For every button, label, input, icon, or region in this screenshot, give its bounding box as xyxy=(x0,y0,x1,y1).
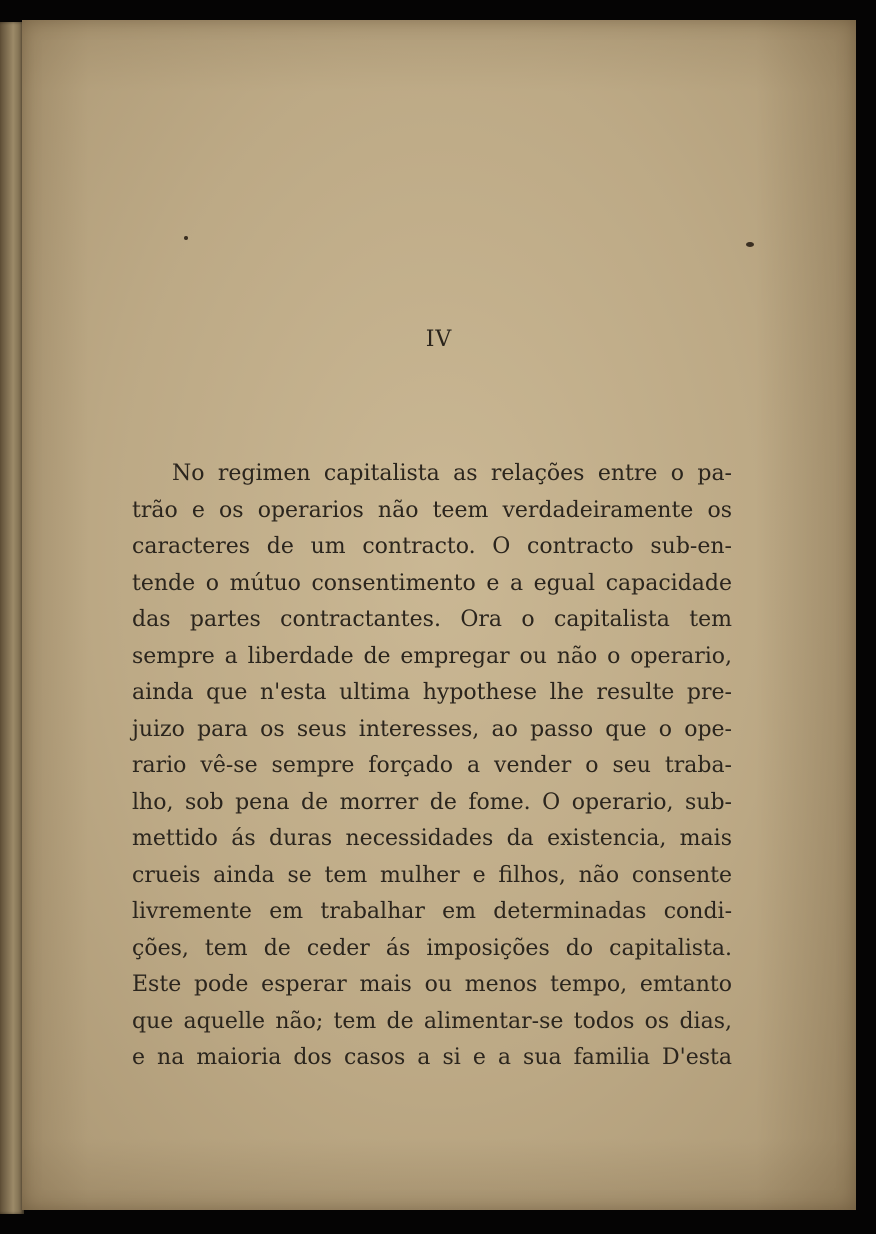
text-line: Este pode esperar mais ou menos tempo, emtanto xyxy=(132,972,732,997)
text-line: que aquelle não; tem de alimentar-se todos os dias, xyxy=(132,1008,732,1034)
chapter-numeral: IV xyxy=(425,327,453,352)
text-line: crueis ainda se tem mulher e filhos, não consente xyxy=(132,862,732,888)
page-sheet xyxy=(22,20,856,1210)
text-line: e na maioria dos casos a si e a sua familia D'esta xyxy=(132,1045,732,1070)
ink-speck xyxy=(746,242,754,247)
text-line: trão e os operarios não teem verdadeiramente os xyxy=(132,497,732,523)
text-line: tende o mútuo consentimento e a egual capacidade xyxy=(132,570,732,596)
text-line: ções, tem de ceder ás imposições do capitalista. xyxy=(132,935,732,961)
text-line: livremente em trabalhar em determinadas condi- xyxy=(132,899,732,924)
text-line: mettido ás duras necessidades da existencia, mais xyxy=(132,826,732,851)
ink-speck xyxy=(184,236,188,240)
text-line: sempre a liberdade de empregar ou não o operario, xyxy=(132,643,732,669)
text-line: caracteres de um contracto. O contracto sub-en- xyxy=(132,534,732,559)
text-line: ainda que n'esta ultima hypothese lhe resulte pre- xyxy=(132,680,732,705)
text-line: No regimen capitalista as relações entre o pa- xyxy=(172,461,732,486)
text-line: das partes contractantes. Ora o capitalista tem xyxy=(132,607,732,632)
text-line: rario vê-se sempre forçado a vender o seu traba- xyxy=(132,753,732,778)
adjacent-page-edge xyxy=(0,22,24,1214)
text-line: lho, sob pena de morrer de fome. O operario, sub- xyxy=(132,789,732,815)
text-line: juizo para os seus interesses, ao passo que o ope- xyxy=(132,716,732,742)
body-paragraph xyxy=(132,456,732,1077)
